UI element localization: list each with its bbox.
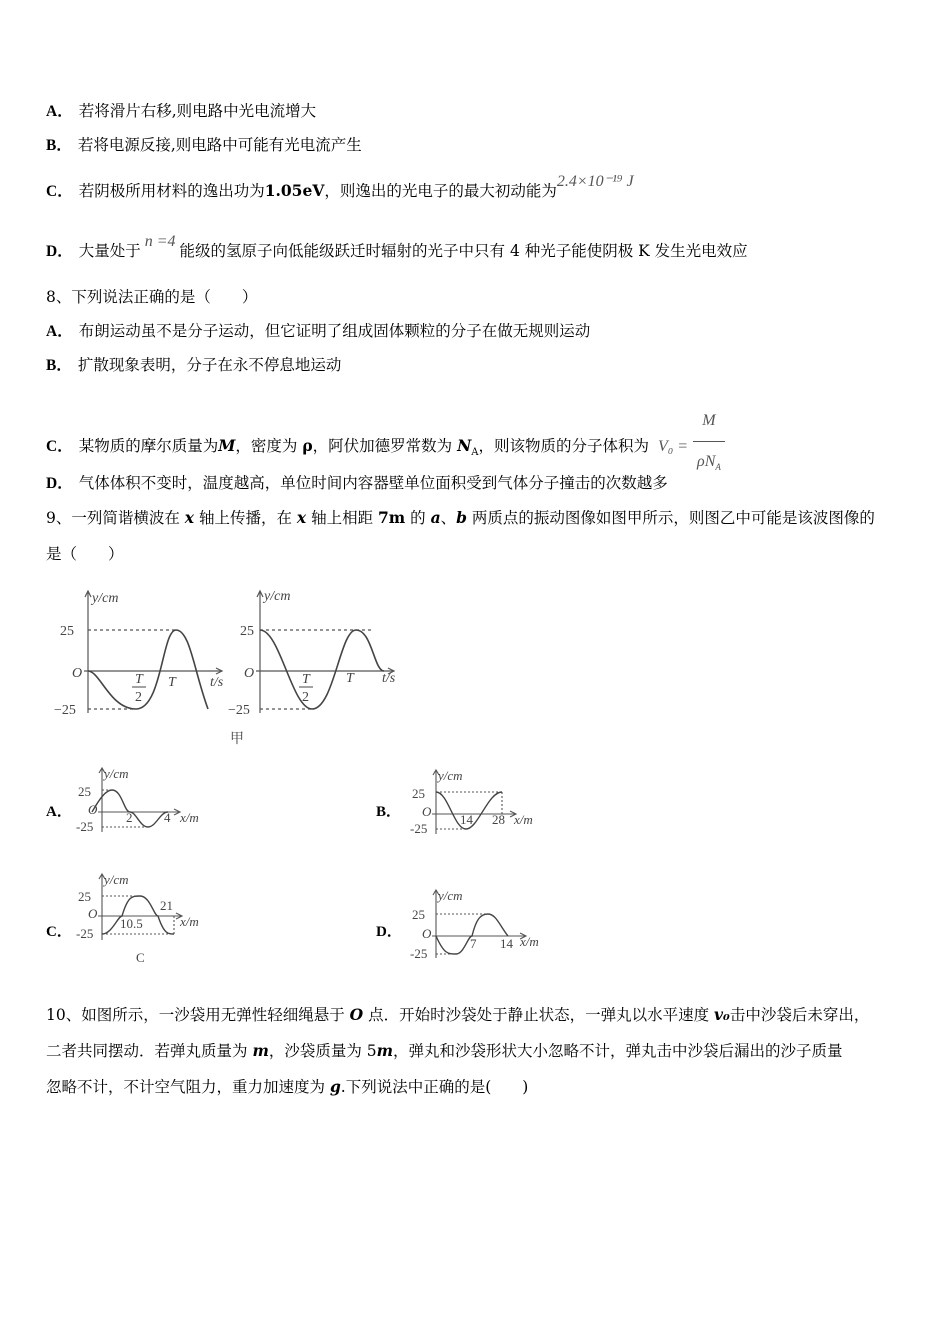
option-text-mid: ，则逸出的光电子的最大初动能为 <box>324 182 557 200</box>
y-neg-tick: -25 <box>76 926 94 941</box>
distance-value: 7m <box>378 508 406 527</box>
origin-label: O <box>244 666 255 681</box>
q9-option-d-label: D． <box>376 924 402 940</box>
x-tick: 14 <box>460 812 473 827</box>
option-text: 若将电源反接,则电路中可能有光电流产生 <box>77 136 362 154</box>
y-neg-tick: -25 <box>410 821 428 836</box>
denominator-subscript: A <box>715 462 721 473</box>
x-label: x/m <box>180 914 199 929</box>
stem-text-pre: 9、一列简谐横波在 <box>46 509 185 527</box>
x-tick: 28 <box>492 812 505 827</box>
half-period-num: T <box>135 672 143 687</box>
x-label: t/s <box>210 675 224 690</box>
figure-caption: C <box>136 950 145 965</box>
option-label: B． <box>46 137 72 154</box>
line-text-mid: ，沙袋质量为 5 <box>268 1042 377 1060</box>
x-label: x/m <box>180 810 199 825</box>
option-text-post: ，则该物质的分子体积为 <box>478 437 649 456</box>
mass-symbol: m <box>252 1041 269 1060</box>
y-label: y/cm <box>104 766 129 781</box>
denominator-text: ρN <box>697 453 716 470</box>
line-text-post: ，弹丸和沙袋形状大小忽略不计，弹丸击中沙袋后漏出的沙子质量 <box>393 1042 843 1060</box>
stem-text-mid3: 的 <box>405 509 431 527</box>
gravity-symbol: g <box>329 1077 341 1096</box>
x-label: t/s <box>382 671 396 686</box>
y-label: y/cm <box>104 872 129 887</box>
half-period-den: 2 <box>135 690 142 705</box>
x-tick: 7 <box>470 936 477 951</box>
option-text-mid2: ，阿伏加德罗常数为 <box>312 437 458 456</box>
line-text-post: .下列说法中正确的是( ) <box>340 1078 529 1096</box>
half-period-num: T <box>302 672 310 687</box>
q7-option-a <box>46 100 316 123</box>
formula-numerator: M <box>693 401 725 442</box>
vibration-curve-b <box>260 630 384 709</box>
line-text-pre: 忽略不计，不计空气阻力，重力加速度为 <box>46 1078 330 1096</box>
molar-mass-symbol: M <box>218 436 236 456</box>
q7-option-b <box>46 134 362 157</box>
q8-option-a <box>46 320 590 343</box>
figure-jia <box>44 585 404 750</box>
volume-formula-lhs: V₀ = <box>657 438 689 456</box>
y-pos-tick: 25 <box>78 784 91 799</box>
q9-option-b-graph <box>404 764 554 844</box>
y-pos-tick: 25 <box>412 907 425 922</box>
option-label: C． <box>46 438 73 456</box>
option-label: B． <box>46 357 72 374</box>
energy-level-formula: n =4 <box>144 233 176 250</box>
x-label: x/m <box>514 812 533 827</box>
q9-stem-line2: 是（ ） <box>46 545 124 563</box>
origin-label: O <box>422 804 432 819</box>
option-text: 若将滑片右移,则电路中光电流增大 <box>78 102 317 120</box>
option-text: 气体体积不变时，温度越高，单位时间内容器壁单位面积受到气体分子撞击的次数越多 <box>78 474 668 492</box>
q9-option-c-label: C． <box>46 924 72 940</box>
y-neg-tick: -25 <box>410 946 428 961</box>
q8-option-b <box>46 354 341 377</box>
mass-symbol: m <box>376 1041 394 1060</box>
x-label: x/m <box>520 934 539 949</box>
q9-option-a-graph <box>70 762 220 842</box>
avogadro-subscript: A <box>471 447 479 459</box>
x-symbol: x <box>184 508 195 527</box>
y-neg-tick: −25 <box>54 703 76 718</box>
line-text-mid: 点．开始时沙袋处于静止状态，一弹丸以水平速度 <box>363 1006 715 1024</box>
option-text: 扩散现象表明，分子在永不停息地运动 <box>77 356 342 374</box>
period-tick: T <box>346 671 354 686</box>
work-function-value: 1.05eV <box>264 181 325 200</box>
y-neg-tick: −25 <box>228 703 250 718</box>
stem-text-mid1: 轴上传播，在 <box>194 509 297 527</box>
avogadro-symbol: N <box>457 436 472 456</box>
figure-caption: 甲 <box>230 732 244 747</box>
period-tick: T <box>168 675 176 690</box>
q7-option-c <box>46 173 634 203</box>
y-pos-tick: 25 <box>78 889 91 904</box>
origin-label: O <box>72 666 83 681</box>
x-tick: 14 <box>500 936 513 951</box>
stem-text-mid2: 轴上相距 <box>306 509 379 527</box>
x-tick: 4 <box>164 810 171 825</box>
x-symbol: x <box>296 508 307 527</box>
q10-line-2 <box>46 1040 843 1062</box>
option-label: D． <box>46 243 73 260</box>
q9-option-a-label: A． <box>46 804 72 820</box>
q9-option-c-graph <box>70 868 220 968</box>
option-label: A． <box>46 323 73 340</box>
formula-denominator <box>693 442 725 487</box>
q8-stem: 8、下列说法正确的是（ ） <box>46 288 258 306</box>
y-neg-tick: -25 <box>76 819 94 834</box>
volume-formula-fraction <box>693 401 725 487</box>
origin-label: O <box>422 926 432 941</box>
y-label: y/cm <box>438 768 463 783</box>
y-pos-tick: 25 <box>60 624 74 639</box>
origin-label: O <box>88 802 98 817</box>
q9-option-b-label: B． <box>376 804 402 820</box>
option-label: D． <box>46 475 73 492</box>
density-symbol: ρ <box>302 436 313 456</box>
q10-line-1 <box>46 1004 869 1026</box>
vibration-curve-a <box>88 630 208 709</box>
point-b: b <box>456 508 467 527</box>
separator: 、 <box>440 509 457 527</box>
option-text-pre: 某物质的摩尔质量为 <box>78 437 219 456</box>
option-text-post: 能级的氢原子向低能级跃迁时辐射的光子中只有 4 种光子能使阴极 K 发生光电效应 <box>179 242 748 260</box>
option-label: A． <box>46 103 73 120</box>
q7-option-d <box>46 233 748 263</box>
point-a: a <box>430 508 441 527</box>
q8-option-d <box>46 472 668 495</box>
q10-line-3 <box>46 1076 528 1098</box>
x-tick: 21 <box>160 898 173 913</box>
point-o: O <box>349 1005 364 1024</box>
line-text-pre: 10、如图所示，一沙袋用无弹性轻细绳悬于 <box>46 1006 350 1024</box>
line-text-post: 击中沙袋后未穿出， <box>729 1006 870 1024</box>
y-pos-tick: 25 <box>240 624 254 639</box>
line-text-pre: 二者共同摆动．若弹丸质量为 <box>46 1042 253 1060</box>
y-label: y/cm <box>264 589 291 604</box>
origin-label: O <box>88 906 98 921</box>
x-tick: 2 <box>126 810 133 825</box>
option-text-pre: 若阴极所用材料的逸出功为 <box>78 182 265 200</box>
option-text-mid1: ，密度为 <box>235 437 303 456</box>
y-pos-tick: 25 <box>412 786 425 801</box>
stem-text-post: 两质点的振动图像如图甲所示，则图乙中可能是该波图像的 <box>466 509 875 527</box>
y-label: y/cm <box>438 888 463 903</box>
velocity-symbol: v₀ <box>714 1005 730 1024</box>
q9-option-d-graph <box>404 886 564 976</box>
q9-stem <box>46 507 875 529</box>
x-tick: 10.5 <box>120 916 143 931</box>
option-text: 布朗运动虽不是分子运动，但它证明了组成固体颗粒的分子在做无规则运动 <box>78 322 591 340</box>
half-period-den: 2 <box>302 690 309 705</box>
option-label: C． <box>46 183 73 200</box>
option-text-pre: 大量处于 <box>78 242 141 260</box>
y-label: y/cm <box>92 591 119 606</box>
energy-formula: 2.4×10⁻¹⁹ J <box>556 173 634 190</box>
